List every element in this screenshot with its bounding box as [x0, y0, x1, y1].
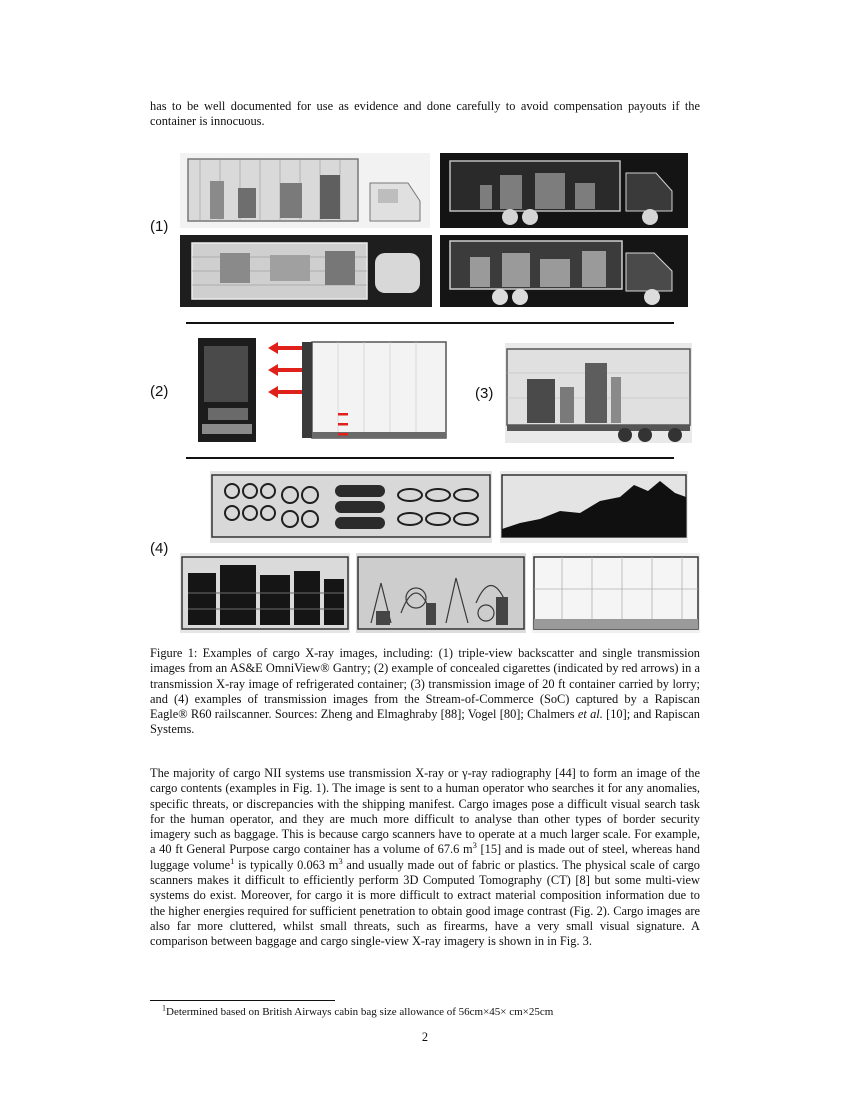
- body-text-4: and usually made out of fabric or plastics. The physical scale of cargo scanners makes it difficult to efficiently perform 3D Computed Tomography (CT) [8] but some multi-view systems do exist. Moreover, for cargo it is more difficult to extract material composition information due to the higher energies required for sufficient penetration to obtain good image contrast (Fig. 2). Cargo images are also far more cluttered, whilst small threats, such as firearms, have a very small visual signature. A comparison between baggage and cargo single-view X-ray imagery is shown in in Fig. 3.: [150, 857, 701, 949]
- xray-transmission-truck-view: [440, 153, 688, 228]
- figure-label-3: (3): [475, 385, 494, 402]
- figure-caption: [150, 646, 700, 738]
- footnote-text: Determined based on British Airways cabin bag size allowance of 56cm×45× cm×25cm: [166, 1006, 554, 1018]
- footnote-rule: [150, 1000, 335, 1001]
- figure-label-2: (2): [150, 383, 169, 400]
- body-text-2: [15] and is made out of steel, whereas hand luggage volume: [150, 842, 700, 872]
- body-text-1: The majority of cargo NII systems use transmission X-ray or γ-ray radiography [44] to form an image of the cargo contents (examples in Fig. 1). The image is sent to a human operator who searches it for any anomalies, specific threats, or discrepancies with the shipping manifest. Cargo images pose a difficult visual search task for the human operator, and they are much more difficult to analyse than other types of border security imagery such as baggage. This is because cargo scanners have to operate at a much larger scale. For example, a 40 ft General Purpose cargo container has a volume of 67.6 m: [150, 766, 700, 857]
- xray-soc-cable-drums: [180, 553, 350, 633]
- intro-paragraph: has to be well documented for use as evidence and done carefully to avoid compensation payouts if the container is innocuous.: [150, 99, 700, 129]
- figure-separator-1: [186, 322, 674, 324]
- caption-text: Figure 1: Examples of cargo X-ray images, including: (1) triple-view backscatter and single transmission images from an AS&E OmniView® Gantry; (2) example of concealed cigarettes (indicated by red arrows) in a transmission X-ray image of refrigerated container; (3) transmission image of 20 ft container carried by lorry; and (4) examples of transmission images from the Stream-of-Commerce (SoC) captured by a Rapiscan Eagle® R60 railscanner. Sources: Zheng and Elmaghraby [88]; Vogel [80]; Chalmers: [150, 646, 700, 722]
- xray-backscatter-opposite-side-view: [440, 235, 688, 307]
- figure-separator-2: [186, 457, 674, 459]
- footnote-mark: 1: [162, 1003, 166, 1013]
- body-text-3: is typically 0.063 m: [234, 857, 339, 872]
- xray-soc-light-cargo: [532, 553, 700, 633]
- caption-et-al: et al.: [577, 707, 603, 722]
- xray-backscatter-side-view: [180, 153, 430, 228]
- superscript-cubed: 3: [472, 840, 477, 851]
- red-marks-indicator: [338, 410, 352, 438]
- xray-soc-bulk-cargo: [500, 471, 688, 543]
- footnote-ref[interactable]: 1: [230, 855, 235, 866]
- footnote: [162, 1003, 554, 1018]
- xray-soc-mixed-cargo: [356, 553, 526, 633]
- figure-label-4: (4): [150, 540, 169, 557]
- figure-label-1: (1): [150, 218, 169, 235]
- body-paragraph: [150, 766, 700, 950]
- red-arrows-indicator: [266, 340, 306, 400]
- superscript-cubed-2: 3: [338, 855, 343, 866]
- xray-soc-tyres-cargo: [210, 471, 492, 543]
- page-number: 2: [421, 1030, 429, 1044]
- xray-backscatter-top-view: [180, 235, 432, 307]
- caption-text-end: [10]; and Rapiscan Systems.: [150, 707, 701, 737]
- xray-20ft-container-lorry: [505, 343, 692, 443]
- xray-container-door-detail: [198, 338, 256, 442]
